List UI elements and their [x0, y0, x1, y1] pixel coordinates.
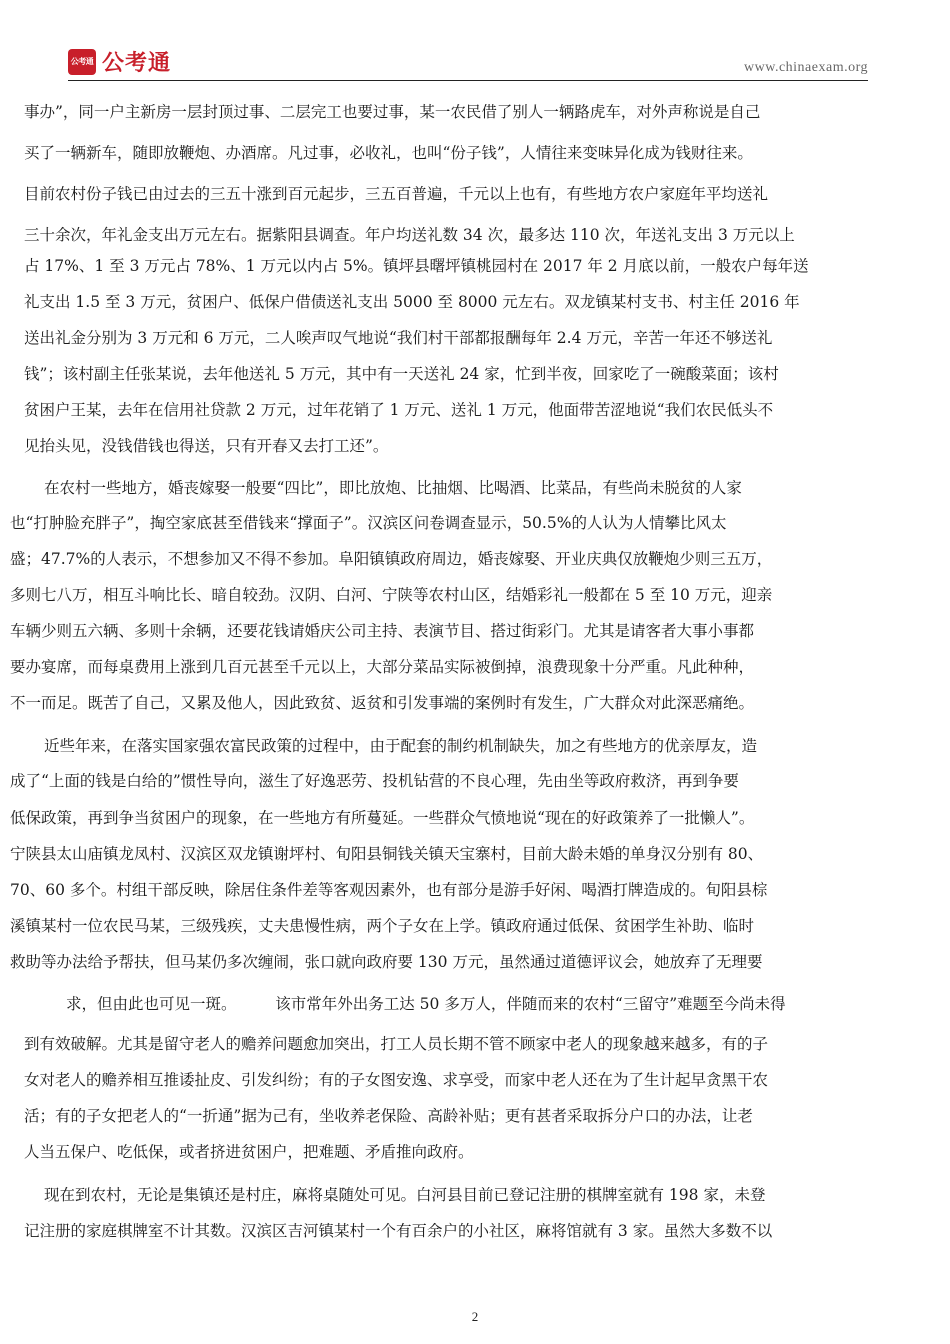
text-line: 人当五保户、吃低保，或者挤进贫困户，把难题、矛盾推向政府。 [24, 1143, 474, 1161]
text-line: 也“打肿脸充胖子”，掏空家底甚至借钱来“撑面子”。汉滨区问卷调查显示，50.5%的人认为人情攀比风太 [10, 514, 727, 532]
text-line: 要办宴席，而每桌费用上涨到几百元甚至千元以上，大部分菜品实际被倒掉，浪费现象十分严重。凡此种种， [10, 658, 755, 676]
text-line: 求，但由此也可见一斑。 该市常年外出务工达 50 多万人，伴随而来的农村“三留守”难题至今尚未得 [66, 995, 786, 1013]
page-number: 2 [471, 1309, 479, 1324]
text-line: 事办”，同一户主新房一层封顶过事、二层完工也要过事，某一农民借了别人一辆路虎车，对外声称说是自己 [24, 103, 761, 121]
text-line: 钱”；该村副主任张某说，去年他送礼 5 万元，其中有一天送礼 24 家，忙到半夜，回家吃了一碗酸菜面；该村 [24, 365, 779, 383]
text-line: 在农村一些地方，婚丧嫁娶一般要“四比”，即比放炮、比抽烟、比喝酒、比菜品，有些尚未脱贫的人家 [44, 479, 742, 497]
text-line: 占 17%、1 至 3 万元占 78%、1 万元以内占 5%。镇坪县曙坪镇桃园村在 2017 年 2 月底以前，一般农户每年送 [24, 257, 809, 275]
text-line: 记注册的家庭棋牌室不计其数。汉滨区吉河镇某村一个有百余户的小社区，麻将馆就有 3 家。虽然大多数不以 [24, 1222, 773, 1240]
text-line: 买了一辆新车，随即放鞭炮、办酒席。凡过事，必收礼，也叫“份子钱”，人情往来变味异化成为钱财往来。 [24, 144, 753, 162]
text-line: 活；有的子女把老人的“一折通”据为己有，坐收养老保险、高龄补贴；更有甚者采取拆分户口的办法，让老 [24, 1107, 753, 1125]
logo-badge-icon: 公考通 [68, 49, 96, 75]
text-line: 三十余次，年礼金支出万元左右。据紫阳县调查。年户均送礼数 34 次，最多达 110 次，年送礼支出 3 万元以上 [24, 226, 795, 244]
text-line: 贫困户王某，去年在信用社贷款 2 万元，过年花销了 1 万元、送礼 1 万元，他面带苦涩地说“我们农民低头不 [24, 401, 774, 419]
text-line: 礼支出 1.5 至 3 万元，贫困户、低保户借债送礼支出 5000 至 8000 元左右。双龙镇某村支书、村主任 2016 年 [24, 293, 800, 311]
text-line: 低保政策，再到争当贫困户的现象，在一些地方有所蔓延。一些群众气愤地说“现在的好政策养了一批懒人”。 [10, 809, 755, 827]
text-line: 盛；47.7%的人表示，不想参加又不得不参加。阜阳镇镇政府周边，婚丧嫁娶、开业庆典仅放鞭炮少则三五万， [10, 550, 773, 568]
text-line: 车辆少则五六辆、多则十余辆，还要花钱请婚庆公司主持、表演节目、搭过街彩门。尤其是请客者大事小事都 [10, 622, 755, 640]
page-header [0, 0, 950, 80]
text-line: 救助等办法给予帮扶，但马某仍多次缠闹，张口就向政府要 130 万元，虽然通过道德评议会，她放弃了无理要 [10, 953, 763, 971]
text-line: 宁陕县太山庙镇龙凤村、汉滨区双龙镇谢坪村、旬阳县铜钱关镇天宝寨村，目前大龄未婚的单身汉分别有 80、 [10, 845, 764, 863]
text-line: 成了“上面的钱是白给的”惯性导向，滋生了好逸恶劳、投机钻营的不良心理，先由坐等政府救济，再到争要 [10, 772, 739, 790]
text-line: 女对老人的赡养相互推诿扯皮、引发纠纷；有的子女图安逸、求享受，而家中老人还在为了生计起早贪黑干农 [24, 1071, 769, 1089]
text-line: 近些年来，在落实国家强农富民政策的过程中，由于配套的制约机制缺失，加之有些地方的优亲厚友，造 [44, 737, 758, 755]
header-divider [68, 80, 868, 81]
text-line: 70、60 多个。村组干部反映，除居住条件差等客观因素外，也有部分是游手好闲、喝酒打牌造成的。旬阳县棕 [10, 881, 768, 899]
text-line: 不一而足。既苦了自己，又累及他人，因此致贫、返贫和引发事端的案例时有发生，广大群众对此深恶痛绝。 [10, 694, 755, 712]
text-line: 现在到农村，无论是集镇还是村庄，麻将桌随处可见。白河县目前已登记注册的棋牌室就有 198 家，未登 [44, 1186, 766, 1204]
text-line: 到有效破解。尤其是留守老人的赡养问题愈加突出，打工人员长期不管不顾家中老人的现象越来越多，有的子 [24, 1035, 769, 1053]
logo-text: 公考通 [102, 51, 172, 76]
text-line: 溪镇某村一位农民马某，三级残疾，丈夫患慢性病，两个子女在上学。镇政府通过低保、贫困学生补助、临时 [10, 917, 755, 935]
text-line: 多则七八万，相互斗响比长、暗自较劲。汉阴、白河、宁陕等农村山区，结婚彩礼一般都在 5 至 10 万元，迎亲 [10, 586, 773, 604]
text-line: 送出礼金分别为 3 万元和 6 万元，二人唉声叹气地说“我们村干部都报酬每年 2.4 万元，辛苦一年还不够送礼 [24, 329, 773, 347]
site-url-link[interactable]: www.chinaexam.org [744, 60, 868, 75]
text-line: 目前农村份子钱已由过去的三五十涨到百元起步，三五百普遍，千元以上也有，有些地方农户家庭年平均送礼 [24, 185, 769, 203]
brand-logo[interactable] [68, 46, 171, 77]
text-line: 见抬头见，没钱借钱也得送，只有开春又去打工还”。 [24, 437, 389, 455]
